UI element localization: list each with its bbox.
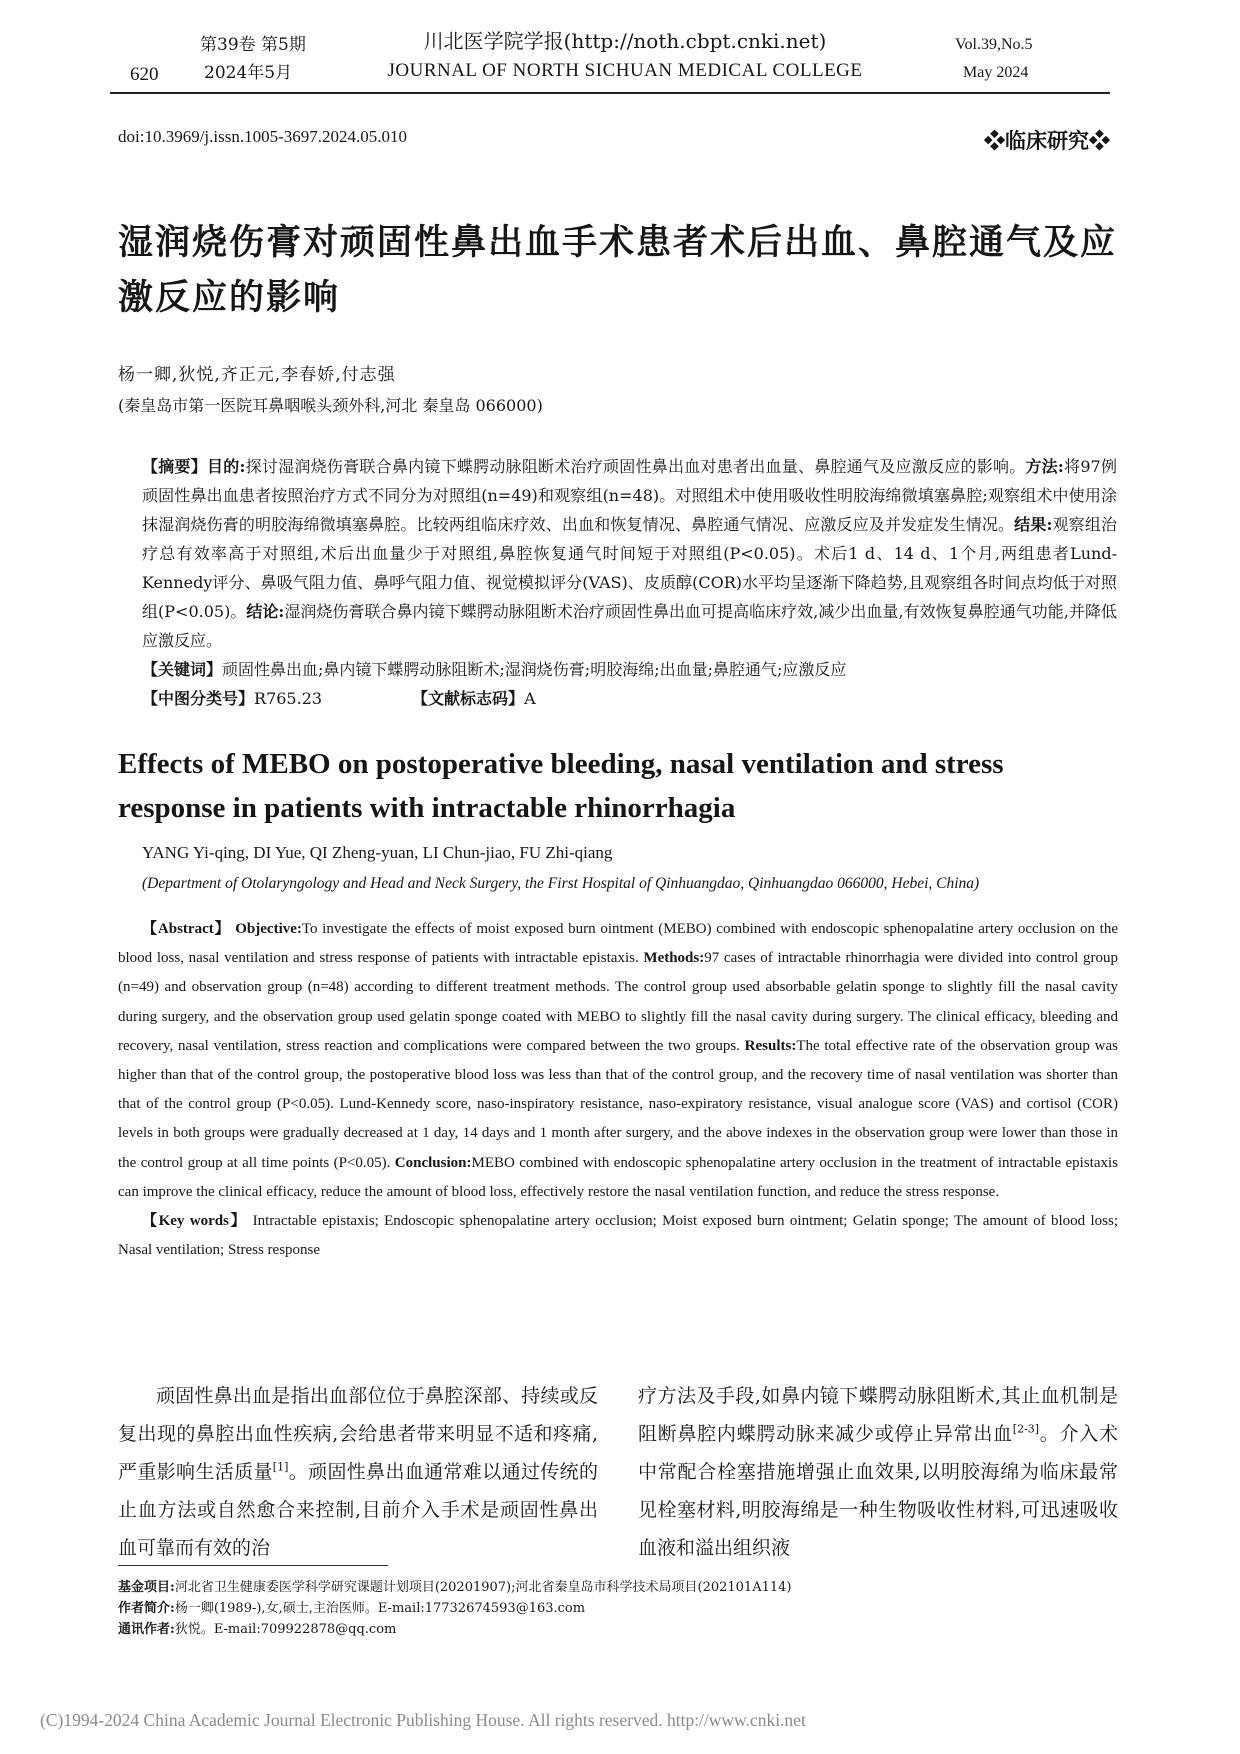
header-journal [370,26,880,86]
keywords-cn-line [142,655,1117,684]
article-title-en: Effects of MEBO on postoperative bleeding, nasal ventilation and stress response in patients with intractable rhinorrhagia [118,748,1004,824]
footnote-rule [118,1565,388,1566]
header-date-cn: 2024年5月 [204,63,293,83]
footnote-author [118,1598,1118,1619]
corresponding-text: 狄悦。E-mail:709922878@qq.com [174,1622,397,1637]
objective-label-cn: 目的: [206,457,246,476]
abstract-en [118,915,1118,1265]
body-right-text-b: 。介入术中常配合栓塞措施增强止血效果,以明胶海绵为临床最常见栓塞材料,明胶海绵是一种生物吸收性材料,可迅速吸收血液和溢出组织液 [638,1423,1118,1559]
abstract-en-body [118,915,1118,1207]
header-issue-cn [200,31,306,87]
objective-en: To investigate the effects of moist exposed burn ointment (MEBO) combined with endoscopic sphenopalatine artery occlusion on the blood loss, nasal ventilation and stress response of patients with intractable epistaxis. [118,921,1119,967]
keywords-en: Intractable epistaxis; Endoscopic sphenopalatine artery occlusion; Moist exposed burn ointment; Gelatin sponge; The amount of blood loss; Nasal ventilation; Stress response [118,1213,1119,1259]
citation-ref-1[interactable]: [1] [272,1460,289,1474]
abstract-cn-body [142,452,1117,655]
clc-code: R765.23 [254,689,323,708]
citation-ref-2-3[interactable]: [2-3] [1012,1422,1040,1436]
authors-en: YANG Yi-qing, DI Yue, QI Zheng-yuan, LI Chun-jiao, FU Zhi-qiang [142,843,613,862]
keywords-en-line [118,1207,1118,1265]
conclusion-label-en: Conclusion: [394,1154,472,1171]
journal-name-cn: 川北医学院学报(http://noth.cbpt.cnki.net) [423,29,827,53]
author-bio-text: 杨一卿(1989-),女,硕士,主治医师。E-mail:17732674593@163.com [174,1601,586,1616]
affiliation-en: (Department of Otolaryngology and Head and Neck Surgery, the First Hospital of Qinhuangdao, Qinhuangdao 066000, Hebei, China) [142,875,980,892]
abstract-cn-label: 【摘要】 [142,457,207,476]
column-label: ❖临床研究❖ [984,128,1110,153]
header-issue-en [955,31,1095,87]
doc-code-label: 【文献标志码】 [412,689,525,708]
copyright-watermark: (C)1994-2024 China Academic Journal Electronic Publishing House. All rights reserved. http://www.cnki.net [40,1710,806,1730]
footnotes [118,1577,1118,1640]
keywords-cn-label: 【关键词】 [142,660,223,679]
authors-cn: 杨一卿,狄悦,齐正元,李春娇,付志强 [118,365,396,385]
keywords-cn: 顽固性鼻出血;鼻内镜下蝶腭动脉阻断术;湿润烧伤膏;明胶海绵;出血量;鼻腔通气;应激反应 [222,660,847,679]
body-left-text-b: 。顽固性鼻出血通常难以通过传统的止血方法或自然愈合来控制,目前介入手术是顽固性鼻出血可靠而有效的治 [118,1461,598,1559]
page-number: 620 [130,64,159,85]
objective-label-en: Objective: [235,921,302,937]
fund-label: 基金项目: [118,1580,175,1595]
objective-cn: 探讨湿润烧伤膏联合鼻内镜下蝶腭动脉阻断术治疗顽固性鼻出血对患者出血量、鼻腔通气及应激反应的影响。 [245,457,1026,476]
result-cn: 观察组治疗总有效率高于对照组,术后出血量少于对照组,鼻腔恢复通气时间短于对照组(P<0.05)。术后1 d、14 d、1个月,两组患者Lund-Kennedy评分、鼻吸气阻力值、鼻呼气阻力值、视觉模拟评分(VAS)、皮质醇(COR)水平均呈逐渐下降趋势,且观察组各时间点均低于对照组(P<0.05)。 [142,515,1117,621]
fund-text: 河北省卫生健康委医学科学研究课题计划项目(20201907);河北省秦皇岛市科学技术局项目(202101A114) [174,1580,792,1595]
footnote-corresponding [118,1619,1118,1640]
abstract-cn [142,452,1117,713]
conclusion-en: MEBO combined with endoscopic sphenopalatine artery occlusion in the treatment of intractable epistaxis can improve the clinical efficacy, reduce the amount of blood loss, effectively restore the nasal ventilation function, and reduce the stress response. [118,1154,1119,1200]
journal-name-en: JOURNAL OF NORTH SICHUAN MEDICAL COLLEGE [387,60,863,81]
abstract-en-label: 【Abstract】 [142,921,231,937]
header-volume-en: Vol.39,No.5 [955,36,1033,53]
conclusion-label-cn: 结论: [246,602,285,621]
conclusion-cn: 湿润烧伤膏联合鼻内镜下蝶腭动脉阻断术治疗顽固性鼻出血可提高临床疗效,减少出血量,有效恢复鼻腔通气功能,并降低应激反应。 [142,602,1117,650]
body-left-text-a: 顽固性鼻出血是指出血部位位于鼻腔深部、持续或反复出现的鼻腔出血性疾病,会给患者带来明显不适和疼痛,严重影响生活质量 [118,1385,598,1483]
article-title-cn: 湿润烧伤膏对顽固性鼻出血手术患者术后出血、鼻腔通气及应激反应的影响 [118,222,1118,318]
method-label-en: Methods: [643,950,705,967]
method-en: 97 cases of intractable rhinorrhagia were divided into control group (n=49) and observation group (n=48) according to different treatment methods. The control group used absorbable gelatin sponge to slightly fill the nasal cavity during surgery, and the observation group used gelatin sponge coated with MEBO to slightly fill the nasal cavity during surgery. The clinical efficacy, bleeding and recovery, nasal ventilation, stress reaction and complications were compared between the two groups. [118,950,1119,1054]
body-column-right [638,1377,1118,1567]
method-cn: 将97例顽固性鼻出血患者按照治疗方式不同分为对照组(n=49)和观察组(n=48)。对照组术中使用吸收性明胶海绵微填塞鼻腔;观察组术中使用涂抹湿润烧伤膏的明胶海绵微填塞鼻腔。比较两组临床疗效、出血和恢复情况、鼻腔通气情况、应激反应及并发症发生情况。 [142,457,1117,534]
header-date-en: May 2024 [963,64,1029,81]
result-label-en: Results: [744,1037,797,1054]
affiliation-cn: (秦皇岛市第一医院耳鼻咽喉头颈外科,河北 秦皇岛 066000) [118,396,543,415]
doi: doi:10.3969/j.issn.1005-3697.2024.05.010 [118,127,408,146]
clc-label: 【中图分类号】 [142,689,255,708]
doc-code: A [524,689,536,708]
header-rule [110,92,1110,94]
method-label-cn: 方法: [1025,457,1064,476]
result-label-cn: 结果: [1014,515,1053,534]
footnote-fund [118,1577,1118,1598]
body-right-text-a: 疗方法及手段,如鼻内镜下蝶腭动脉阻断术,其止血机制是阻断鼻腔内蝶腭动脉来减少或停止异常出血 [638,1385,1118,1445]
keywords-en-label: 【Key words】 [142,1213,248,1230]
classification-line [142,684,1117,713]
body-column-left [118,1377,598,1567]
header-volume-cn: 第39卷 第5期 [200,35,306,55]
author-bio-label: 作者简介: [118,1601,175,1616]
corresponding-label: 通讯作者: [118,1622,175,1637]
result-en: The total effective rate of the observation group was higher than that of the control group, the postoperative blood loss was less than that of the control group, and the recovery time of nasal ventilation was shorter than that of the control group (P<0.05). Lund-Kennedy score, naso-inspiratory resistance, naso-expiratory resistance, visual analogue score (VAS) and cortisol (COR) levels in both groups were gradually decreased at 1 day, 14 days and 1 month after surgery, and the above indexes in the observation group were lower than those in the control group at all time points (P<0.05). [118,1037,1118,1171]
